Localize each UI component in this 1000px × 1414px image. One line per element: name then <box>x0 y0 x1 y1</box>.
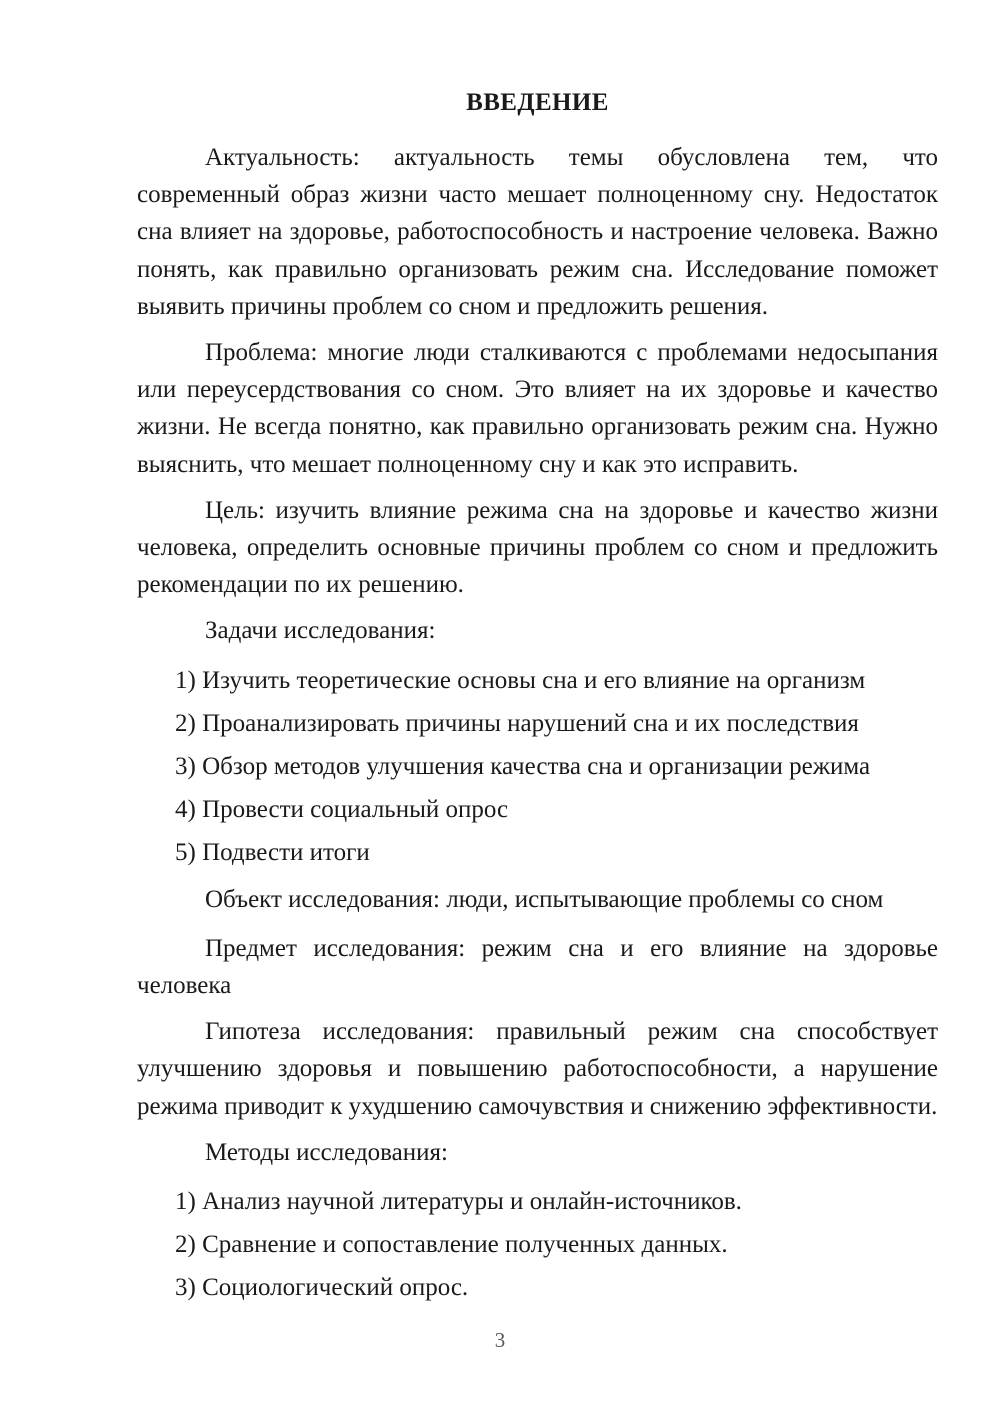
paragraph-relevance: Актуальность: актуальность темы обусловлена тем, что современный образ жизни часто мешает полноценному сну. Недостаток сна влияет на здоровье, работоспособность и настроение человека. Важно понять, как правильно организовать режим сна. Исследование поможет выявить причины проблем со сном и предложить решения. <box>137 144 938 320</box>
list-item: 2) Сравнение и сопоставление полученных данных. <box>175 1231 728 1259</box>
list-item: 3) Обзор методов улучшения качества сна и организации режима <box>175 753 871 781</box>
tasks-list <box>137 662 938 872</box>
paragraph-problem: Проблема: многие люди сталкиваются с проблемами недосыпания или переусердствования со сном. Это влияет на их здоровье и качество жизни. Не всегда понятно, как правильно организовать режим сна. Нужно выяснить, что мешает полноценному сну и как это исправить. <box>137 339 938 478</box>
list-item: 4) Провести социальный опрос <box>175 796 509 824</box>
list-item: 1) Изучить теоретические основы сна и его влияние на организм <box>175 666 866 694</box>
paragraph-subject: Предмет исследования: режим сна и его влияние на здоровье человека <box>137 934 938 1000</box>
paragraph-object: Объект исследования: люди, испытывающие проблемы со сном <box>205 885 884 913</box>
page-number: 3 <box>494 1328 506 1352</box>
heading-methods: Методы исследования: <box>205 1138 448 1166</box>
document-body <box>137 86 938 1316</box>
paragraph-hypothesis: Гипотеза исследования: правильный режим сна способствует улучшению здоровья и повышению работоспособности, а нарушение режима приводит к ухудшению самочувствия и снижению эффективности. <box>137 1018 938 1120</box>
list-item: 2) Проанализировать причины нарушений сна и их последствия <box>175 709 859 737</box>
methods-list <box>137 1183 938 1307</box>
paragraph-goal: Цель: изучить влияние режима сна на здоровье и качество жизни человека, определить основные причины проблем со сном и предложить рекомендации по их решению. <box>137 496 938 599</box>
page-title: ВВЕДЕНИЕ <box>466 89 609 116</box>
list-item: 3) Социологический опрос. <box>175 1274 469 1302</box>
list-item: 1) Анализ научной литературы и онлайн-источников. <box>175 1188 742 1216</box>
list-item: 5) Подвести итоги <box>175 839 370 867</box>
heading-tasks: Задачи исследования: <box>205 617 436 645</box>
